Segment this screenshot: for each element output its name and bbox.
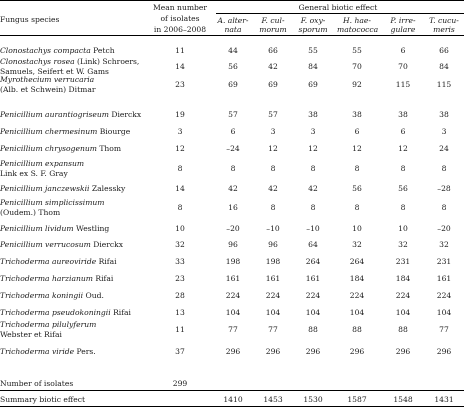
species-name [0,46,115,55]
biotic-effect-value: 264 [305,257,321,266]
species-binomial: Trichoderma viride [0,347,75,356]
biotic-effect-value: 69 [268,80,278,89]
species-name [0,127,130,136]
species-binomial: Penicillium lividum [0,224,74,233]
species-name [0,198,105,207]
biotic-effect-value: 198 [265,257,281,266]
top-rule [0,0,464,1]
species-binomial: Penicillium simplicissimum [0,198,105,207]
column-header-line1: H. hae- [343,16,371,25]
biotic-effect-value: 264 [349,257,365,266]
biotic-effect-value: 55 [308,46,318,55]
biotic-effect-value: 115 [395,80,411,89]
biotic-effect-value: 92 [352,80,362,89]
mean-isolates: 14 [175,184,185,193]
bottom-rule [0,406,464,407]
summary-value: 1548 [393,395,413,404]
mean-isolates: 3 [177,127,183,136]
biotic-effect-value: 16 [228,203,238,212]
biotic-effect-value: –10 [306,224,320,233]
species-authority: Rifai [96,257,117,266]
species-authority: Westling [73,224,110,233]
biotic-effect-value: 12 [398,144,408,153]
species-name [0,110,141,119]
biotic-effect-value: 42 [308,184,318,193]
biotic-effect-value: 12 [268,144,278,153]
biotic-effect-value: 88 [308,325,318,334]
species-name [0,257,117,266]
biotic-effect-value: 56 [398,184,408,193]
biotic-effect-value: 64 [308,240,318,249]
biotic-effect-value: 6 [400,127,406,136]
biotic-effect-value: 104 [395,308,411,317]
biotic-effect-value: 38 [308,110,318,119]
species-binomial: Trichoderma koningii [0,291,84,300]
column-header-line2: morum [259,25,287,34]
biotic-effect-value: 224 [225,291,241,300]
biotic-effect-value: 84 [308,62,318,71]
summary-value: 1431 [434,395,454,404]
biotic-effect-value: 8 [354,164,360,173]
biotic-effect-value: 8 [310,164,316,173]
header-mean-line1: Mean number [152,3,208,12]
biotic-effect-value: 38 [352,110,362,119]
species-authority: Rifai [92,274,114,283]
column-header-line1: P. irre- [390,16,416,25]
species-binomial: Myrothecium verrucaria [0,75,95,84]
species-binomial: Trichoderma harzianum [0,274,93,283]
biotic-effect-value: 3 [270,127,276,136]
biotic-effect-value: 3 [310,127,316,136]
biotic-effect-value: 224 [395,291,411,300]
species-name [0,291,104,300]
biotic-effect-value: 161 [265,274,281,283]
biotic-effect-value: 104 [265,308,281,317]
biotic-effect-value: 42 [268,184,278,193]
biotic-effect-value: 3 [441,127,447,136]
species-authority-line2: (Oudem.) Thom [0,208,61,217]
biotic-effect-value: 12 [308,144,318,153]
biotic-effect-value: 8 [441,203,447,212]
species-binomial: Penicillium aurantiogriseum [0,110,109,119]
species-name [0,57,139,66]
mean-isolates: 8 [177,203,183,212]
biotic-effect-value: 161 [305,274,321,283]
biotic-effect-value: 56 [352,184,362,193]
species-authority: Oud. [83,291,104,300]
species-binomial: Penicillium chrysogenum [0,144,97,153]
mean-isolates: 33 [175,257,185,266]
biotic-effect-value: 56 [228,62,238,71]
biotic-effect-value: 115 [436,80,452,89]
species-binomial: Clonostachys compacta [0,46,91,55]
biotic-effect-value: –20 [437,224,451,233]
biotic-effect-value: 8 [310,203,316,212]
column-header-line1: F. oxy- [300,16,326,25]
column-header-line2: matococca [337,25,379,34]
header-species: Fungus species [0,15,60,24]
biotic-effect-value: 184 [395,274,411,283]
header-mean-line2: of isolates [160,14,200,23]
biotic-effect-value: –20 [226,224,240,233]
biotic-effect-value: –28 [437,184,451,193]
biotic-effect-value: 10 [398,224,408,233]
species-name [0,308,131,317]
species-name [0,274,113,283]
biotic-effect-value: 8 [354,203,360,212]
biotic-effect-value: 69 [228,80,238,89]
species-binomial: Trichoderma pseudokoningii [0,308,111,317]
species-name [0,224,109,233]
biotic-effect-value: 57 [228,110,238,119]
biotic-effect-value: 8 [270,203,276,212]
biotic-effect-value: 6 [400,46,406,55]
number-of-isolates-label: Number of isolates [0,379,74,388]
header-bottom-rule [0,35,464,36]
species-binomial: Penicillium expansum [0,159,85,168]
mean-isolates: 10 [175,224,185,233]
mean-isolates: 23 [175,80,185,89]
biotic-effect-value: 224 [265,291,281,300]
biotic-effect-value: 296 [265,347,281,356]
biotic-effect-value: 77 [268,325,278,334]
column-header-line2: gulare [390,25,416,34]
biotic-effect-value: 88 [352,325,362,334]
biotic-effect-value: 70 [398,62,408,71]
biotic-effect-value: 296 [395,347,411,356]
summary-rule [0,390,464,391]
biotic-effect-value: 8 [400,203,406,212]
species-authority-line2: Webster et Rifai [0,330,62,339]
header-mean-line3: in 2006–2008 [153,25,207,34]
species-name [0,320,96,329]
biotic-effect-value: 8 [441,164,447,173]
biotic-effect-value: –24 [226,144,240,153]
species-name [0,184,125,193]
biotic-effect-value: 32 [352,240,362,249]
biotic-effect-value: 296 [349,347,365,356]
summary-value: 1453 [263,395,283,404]
biotic-effect-value: 224 [305,291,321,300]
species-authority: Rifai [110,308,131,317]
biotic-effect-value: 296 [436,347,452,356]
column-header-line1: A. alter- [217,16,249,25]
biotic-effect-value: 104 [349,308,365,317]
mean-isolates: 37 [175,347,185,356]
species-binomial: Penicillium janczewskii [0,184,90,193]
mean-isolates: 32 [175,240,185,249]
biotic-effect-value: 77 [228,325,238,334]
biotic-effect-value: 77 [439,325,449,334]
biotic-effect-value: 184 [349,274,365,283]
column-header-line2: meris [433,25,455,34]
biotic-effect-value: 8 [270,164,276,173]
biotic-effect-value: 24 [439,144,449,153]
mean-isolates: 12 [175,144,185,153]
summary-value: 1530 [303,395,323,404]
biotic-effect-value: 84 [439,62,449,71]
biotic-effect-value: 38 [398,110,408,119]
species-binomial: Penicillium verrucosum [0,240,91,249]
mean-isolates: 11 [175,46,185,55]
column-header-line2: nata [224,25,242,34]
biotic-effect-value: 96 [268,240,278,249]
species-authority: (Link) Schroers, [74,57,140,66]
biotic-effect-value: 12 [352,144,362,153]
biotic-effect-value: 55 [352,46,362,55]
biotic-effect-value: 66 [439,46,449,55]
biotic-effect-value: –10 [266,224,280,233]
species-name [0,240,123,249]
species-authority: Petch [90,46,115,55]
species-name [0,159,84,168]
species-authority-line2: Link ex S. F. Gray [0,169,68,178]
species-name [0,75,94,84]
species-authority-line2: Samuels, Seifert et W. Gams [0,67,109,76]
column-header-line1: T. cucu- [429,16,459,25]
mean-isolates: 11 [175,325,185,334]
biotic-effect-value: 6 [354,127,360,136]
species-name [0,347,96,356]
species-binomial: Trichoderma pilulyferum [0,320,97,329]
species-authority: Dierckx [108,110,142,119]
species-authority: Thom [96,144,122,153]
species-authority-line2: (Alb. et Schwein) Ditmar [0,85,96,94]
species-authority: Zalessky [89,184,126,193]
biotic-effect-value: 32 [439,240,449,249]
column-header-line2: sporum [298,25,328,34]
biotic-effect-value: 231 [395,257,411,266]
biotic-effect-value: 6 [230,127,236,136]
biotic-effect-value: 88 [398,325,408,334]
mean-isolates: 8 [177,164,183,173]
species-authority: Biourge [97,127,131,136]
biotic-effect-value: 10 [352,224,362,233]
biotic-effect-value: 296 [225,347,241,356]
biotic-effect-value: 104 [225,308,241,317]
species-authority: Dierckx [90,240,124,249]
species-binomial: Trichoderma aureoviride [0,257,97,266]
biotic-effect-value: 161 [436,274,452,283]
biotic-effect-value: 104 [436,308,452,317]
biotic-effect-value: 231 [436,257,452,266]
summary-label: Summary biotic effect [0,395,86,404]
biotic-effect-value: 198 [225,257,241,266]
species-binomial: Clonostachys rosea [0,57,75,66]
biotic-effect-value: 296 [305,347,321,356]
biotic-effect-value: 70 [352,62,362,71]
biotic-effect-value: 8 [230,164,236,173]
biotic-effect-value: 8 [400,164,406,173]
mean-isolates: 23 [175,274,185,283]
summary-value: 1587 [347,395,367,404]
mean-isolates: 28 [175,291,185,300]
general-effect-rule [216,13,464,14]
species-binomial: Penicillium chermesinum [0,127,98,136]
mean-isolates: 13 [175,308,185,317]
biotic-effect-value: 32 [398,240,408,249]
mean-isolates: 14 [175,62,185,71]
biotic-effect-value: 38 [439,110,449,119]
biotic-effect-value: 42 [268,62,278,71]
biotic-effect-value: 42 [228,184,238,193]
biotic-effect-value: 44 [228,46,238,55]
header-general-effect: General biotic effect [298,3,378,12]
biotic-effect-value: 224 [436,291,452,300]
summary-value: 1410 [223,395,243,404]
biotic-effect-value: 224 [349,291,365,300]
biotic-effect-value: 96 [228,240,238,249]
mean-isolates: 19 [175,110,185,119]
biotic-effect-value: 104 [305,308,321,317]
biotic-effect-value: 57 [268,110,278,119]
species-name [0,144,121,153]
biotic-effect-value: 161 [225,274,241,283]
species-authority: Pers. [74,347,96,356]
number-of-isolates-value: 299 [172,379,188,388]
biotic-effect-value: 69 [308,80,318,89]
biotic-effect-value: 66 [268,46,278,55]
column-header-line1: F. cul- [261,16,285,25]
